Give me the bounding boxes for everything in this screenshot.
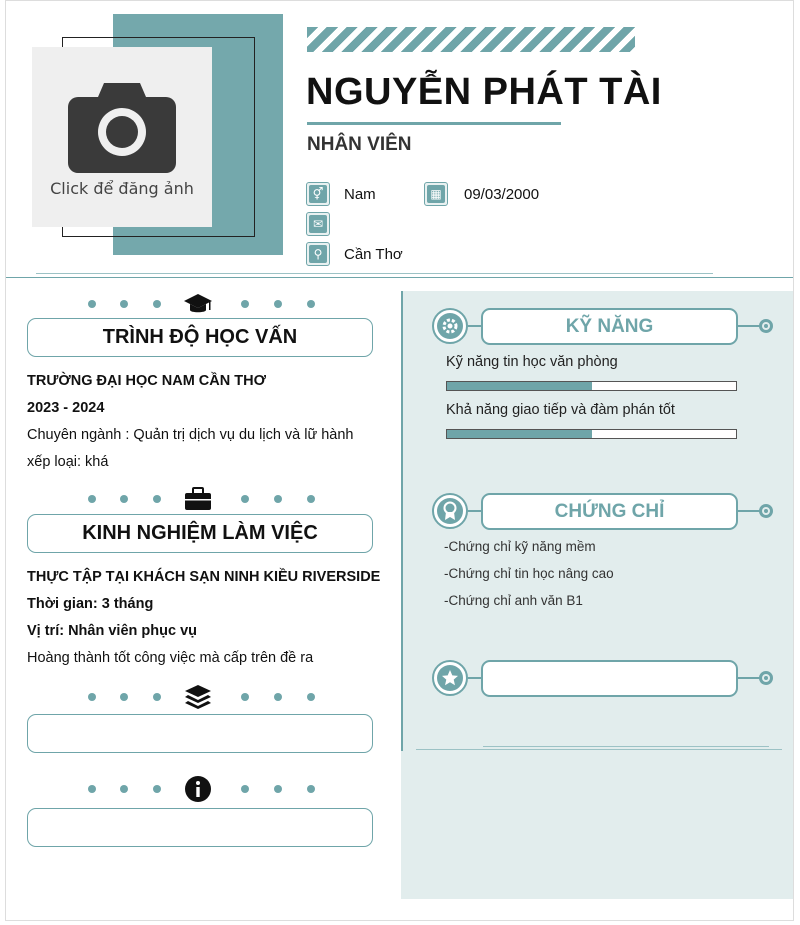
skills-connector bbox=[468, 325, 482, 327]
awards-badge bbox=[432, 660, 468, 696]
header-divider bbox=[6, 277, 794, 278]
job-title[interactable]: NHÂN VIÊN bbox=[307, 134, 412, 155]
email-icon: ✉ bbox=[306, 212, 330, 236]
experience-heading[interactable]: KINH NGHIỆM LÀM VIỆC bbox=[27, 514, 373, 553]
education-grade[interactable]: xếp loại: khá bbox=[27, 454, 109, 470]
education-school[interactable]: TRƯỜNG ĐẠI HỌC NAM CẦN THƠ bbox=[27, 373, 266, 389]
certificates-badge bbox=[432, 493, 468, 529]
experience-position[interactable]: Vị trí: Nhân viên phục vụ bbox=[27, 623, 197, 639]
experience-duration[interactable]: Thời gian: 3 tháng bbox=[27, 596, 154, 612]
column-divider bbox=[401, 291, 403, 751]
awards-heading[interactable] bbox=[481, 660, 738, 697]
right-bottom-rule bbox=[416, 749, 782, 750]
calendar-icon: ▦ bbox=[424, 182, 448, 206]
star-icon bbox=[441, 669, 459, 687]
name-underline bbox=[307, 122, 561, 125]
certificates-heading[interactable]: CHỨNG CHỈ bbox=[481, 493, 738, 530]
experience-company[interactable]: THỰC TẬP TẠI KHÁCH SẠN NINH KIỀU RIVERSIDE bbox=[27, 569, 381, 585]
graduation-cap-icon bbox=[183, 289, 213, 319]
education-major[interactable]: Chuyên ngành : Quản trị dịch vụ du lịch và lữ hành bbox=[27, 427, 354, 443]
certificate-item[interactable]: -Chứng chỉ anh văn B1 bbox=[444, 593, 583, 608]
gender-icon: ⚥ bbox=[306, 182, 330, 206]
gender-value[interactable]: Nam bbox=[344, 186, 376, 203]
skills-heading[interactable]: KỸ NĂNG bbox=[481, 308, 738, 345]
photo-upload[interactable] bbox=[32, 47, 212, 227]
skills-end-node bbox=[759, 319, 773, 333]
header-stripes bbox=[307, 27, 635, 52]
full-name[interactable]: NGUYỄN PHÁT TÀI bbox=[306, 71, 662, 113]
skill-bar bbox=[446, 429, 737, 439]
location-value[interactable]: Cần Thơ bbox=[344, 246, 403, 263]
photo-upload-label: Click để đăng ảnh bbox=[50, 178, 194, 198]
camera-icon bbox=[68, 77, 176, 173]
award-ribbon-icon bbox=[442, 501, 458, 521]
skill-bar-fill bbox=[447, 382, 592, 390]
right-bottom-rule-inner bbox=[483, 746, 769, 747]
birthdate-value[interactable]: 09/03/2000 bbox=[464, 186, 540, 203]
skills-badge bbox=[432, 308, 468, 344]
briefcase-icon bbox=[183, 484, 213, 514]
certificates-end-node bbox=[759, 504, 773, 518]
gear-icon bbox=[441, 317, 459, 335]
extra-section-heading-2[interactable] bbox=[27, 808, 373, 847]
education-heading[interactable]: TRÌNH ĐỘ HỌC VẤN bbox=[27, 318, 373, 357]
info-circle-icon bbox=[183, 774, 213, 804]
layers-divider bbox=[26, 682, 376, 712]
experience-divider bbox=[26, 484, 376, 514]
extra-section-heading-1[interactable] bbox=[27, 714, 373, 753]
skill-bar-fill bbox=[447, 430, 592, 438]
cv-page bbox=[5, 0, 794, 921]
location-icon: ⚲ bbox=[306, 242, 330, 266]
certificates-connector bbox=[468, 510, 482, 512]
experience-description[interactable]: Hoàng thành tốt công việc mà cấp trên đề ra bbox=[27, 650, 314, 666]
education-years[interactable]: 2023 - 2024 bbox=[27, 400, 105, 416]
awards-connector bbox=[468, 677, 482, 679]
certificate-item[interactable]: -Chứng chỉ kỹ năng mềm bbox=[444, 539, 596, 554]
education-divider bbox=[26, 289, 376, 319]
skill-name[interactable]: Khả năng giao tiếp và đàm phán tốt bbox=[446, 402, 675, 418]
header-divider-inner bbox=[36, 273, 713, 274]
skill-name[interactable]: Kỹ năng tin học văn phòng bbox=[446, 354, 618, 370]
layers-icon bbox=[183, 682, 213, 712]
info-divider bbox=[26, 774, 376, 804]
awards-end-node bbox=[759, 671, 773, 685]
skill-bar bbox=[446, 381, 737, 391]
certificate-item[interactable]: -Chứng chỉ tin học nâng cao bbox=[444, 566, 614, 581]
